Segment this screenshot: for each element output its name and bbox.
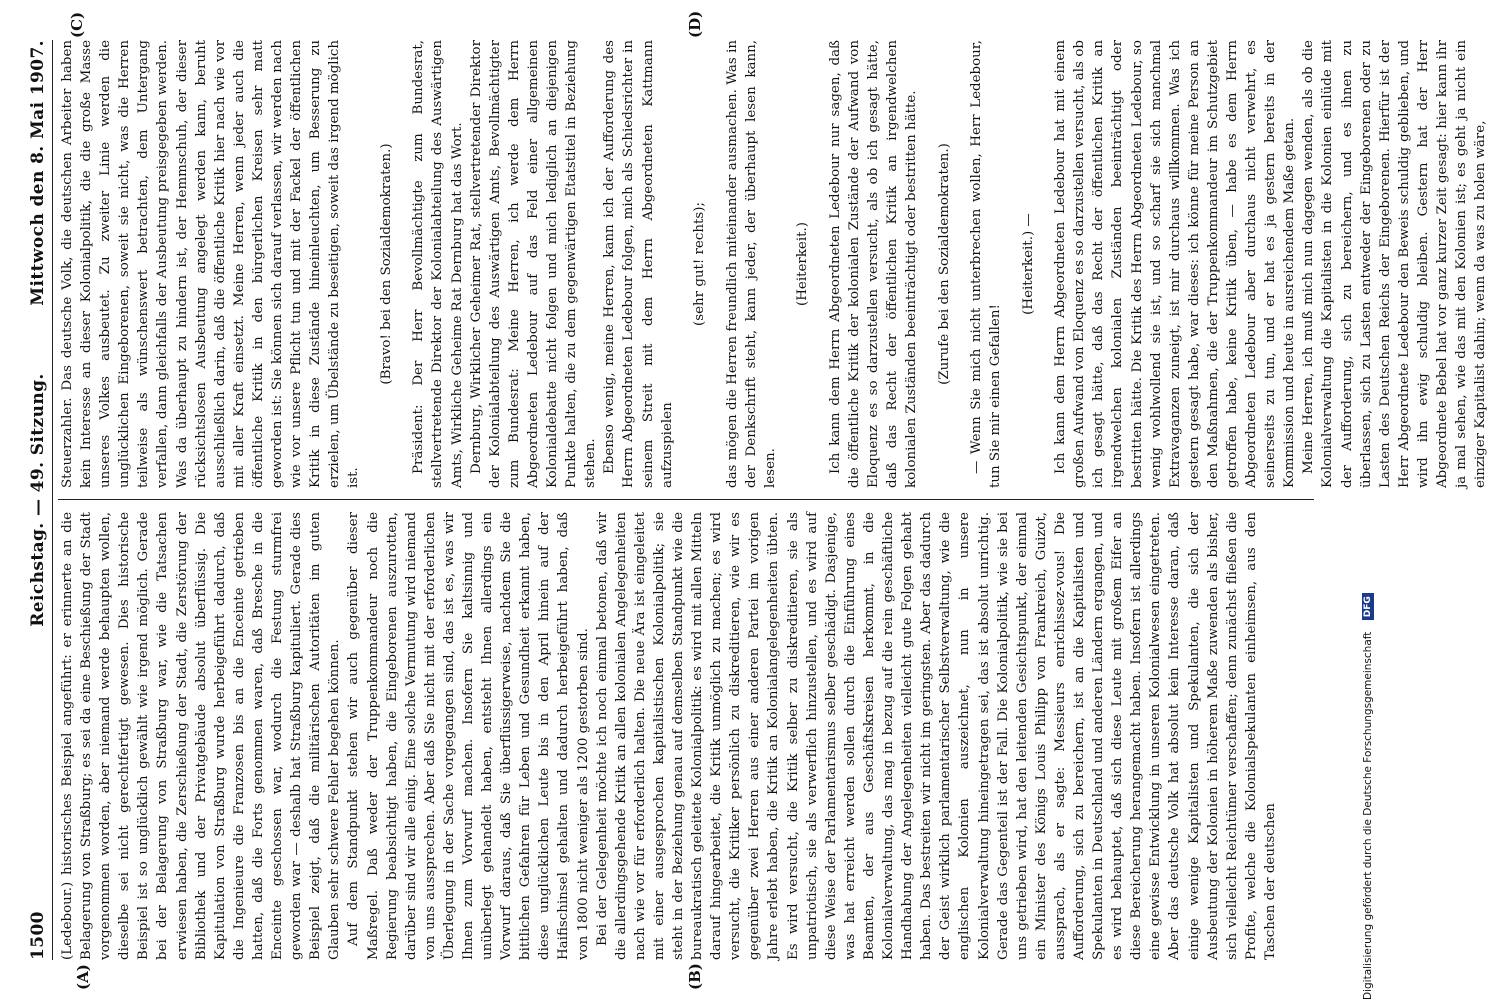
paragraph: Meine Herren, ich muß mich nun dagegen wenden, als ob die Kolonialverwaltung die Kapitalisten in die Kolonien einlüde mit der Aufforderung, sich zu bereichern, und es ihnen zu überlassen, sich zu Lasten entweder der Eingeborenen oder zu Lasten des Deutschen Reichs der Eingeborenen. Hierfür ist der Herr Abgeordnete Ledebour den Beweis schuldig geblieben, und wird ihn ewig schuldig bleiben. Gestern hat der Herr Abgeordnete Bebel hat vor ganz kurzer Zeit gesagt: hier kann ihr ja mal sehen, wie das mit den Kolonien ist; es geht ja nicht ein einziger Kapitalist dahin; wenn da was zu holen wäre, bbox=[1301, 40, 1489, 488]
header-title: Reichstag. — 49. Sitzung. bbox=[28, 373, 48, 627]
paragraph: — Wenn Sie mich nicht unterbrechen wollen, Herr Ledebour, tun Sie mir einen Gefallen! bbox=[969, 40, 1004, 488]
paragraph: Steuerzahler. Das deutsche Volk, die deutschen Arbeiter haben kein Interesse an dieser Kolonialpolitik, die die große Masse unseres Volkes ausbeutet. Zu zweiter Linie werden die unglücklichen Eingeborenen, soweit sie nicht, was die Herren teilweise als wünschenswert betrachten, dem Untergang verfallen, dann gleichfalls der Ausbeutung preisgegeben werden. Was da überhaupt zu hindern ist, der Hemmschuh, der dieser rücksichtslosen Ausbeutung angelegt werden kann, beruht ausschließlich darin, daß die öffentliche Kritik hier nach wie vor mit aller Kraft einsetzt. Meine Herren, wenn jeder auch die öffentliche Kritik in den bürgerlichen Kreisen sehr matt geworden ist: Sie können sich darauf verlassen, wir werden nach wie vor unsere Pflicht tun und mit der Fackel der öffentlichen Kritik in diese Zustände hineinleuchten, um Besserung zu erzielen, um Übelstände zu beseitigen, soweit das irgend möglich ist. bbox=[60, 40, 362, 488]
reaction: (Heiterkeit.) bbox=[795, 222, 811, 306]
paragraph: Auf dem Standpunkt stehen wir auch gegenüber dieser Maßregel. Daß weder der Truppenkommandeur noch die Regierung beabsichtigt haben, die Eingeborenen auszurotten, darüber sind wir alle einig. Eine solche Vermutung wird niemand von uns aussprechen. Aber daß Sie nicht mit der erforderlichen Überlegung in der Sache vorgegangen sind, das ist es, was wir Ihnen zum Vorwurf machen. Insofern Sie kaltsinnig und unüberlegt gehandelt haben, entsteht Ihnen allerdings ein Vorwurf daraus, daß Sie überflüssigerweise, nachdem Sie die bittlichen Gefahren für Leben und Gesundheit erkannt haben, diese unglücklichen Leute bis in den April hinein auf der Haifischinsel gehalten und dadurch herbeigeführt haben, daß von 1800 nicht weniger als 1200 gestorben sind. bbox=[346, 512, 591, 960]
paragraph: Dernburg, Wirklicher Geheimer Rat, stellvertretender Direktor der Kolonialabteilung des Auswärtigen Amts, Bevollmächtigter zum Bundesrat: Meine Herren, ich werde dem Herrn Abgeordneten Ledebour auf das Feld einer allgemeinen Kolonialdebatte nicht folgen und mich lediglich an diejenigen Punkte halten, die zu dem gegenwärtigen Etatstitel in Beziehung stehen. bbox=[468, 40, 599, 488]
paragraph: das mögen die Herren freundlich miteinander ausmachen. Was in der Denkschrift steht, kann jeder, der überhaupt lesen kann, lesen. bbox=[724, 40, 778, 488]
margin-mark-c: (C) bbox=[68, 11, 86, 38]
reaction: (sehr gut! rechts); bbox=[692, 202, 708, 326]
left-column bbox=[58, 512, 1314, 960]
digitization-credit bbox=[1362, 593, 1374, 1000]
header-date: Mittwoch den 8. Mai 1907. bbox=[28, 40, 48, 306]
paragraph: Ebenso wenig, meine Herren, kann ich der Aufforderung des Herrn Abgeordneten Ledebour folgen, mich als Schiedsrichter in seinem Streit mit dem Herrn Abgeordneten Kattmann aufzuspielen bbox=[602, 40, 675, 488]
margin-mark-d: (D) bbox=[686, 10, 704, 38]
dfg-logo-icon: DFG bbox=[1362, 593, 1374, 620]
reaction: (Heiterkeit.) — bbox=[1020, 213, 1036, 315]
margin-mark-b: (B) bbox=[686, 963, 704, 990]
paragraph: (Ledebour.) historisches Beispiel angeführt: er erinnerte an die Belagerung von Straßburg; es sei da eine Beschießung der Stadt vorgenommen worden, aber niemand werde behaupten wollen, dieselbe sei nicht gerechtfertigt gewesen. Dies historische Beispiel ist so unglücklich gewählt wie irgend möglich. Gerade bei der Belagerung von Straßburg war, wie die Tatsachen erwiesen haben, die Zerschießung der Stadt, die Zerstörung der Bibliothek und der Privatgebäude absolut überflüssig. Die Kapitulation von Straßburg wurde herbeigeführt dadurch, daß die Ingenieure die Franzosen bis an die Enceinte getrieben hatten, daß die Forts genommen waren, daß Bresche in die Enceinte geschossen war, wodurch die Festung sturmfrei geworden war — deshalb hat Straßburg kapituliert. Gerade dies Beispiel zeigt, daß die militärischen Autoritäten im guten Glauben sehr schwere Fehler begehen können. bbox=[60, 512, 343, 960]
reaction: (Zurufe bei den Sozialdemokraten.) bbox=[936, 143, 952, 385]
paragraph: Bei der Gelegenheit möchte ich noch einmal betonen, daß wir die allerdingsgehende Kritik an allen kolonialen Angelegenheiten nach wie vor für erforderlich halten. Die neue Ära ist eingeleitet mit einer ausgesprochen kapitalistischen Kolonialpolitik; sie steht in der Beziehung genau auf demselben Standpunkt wie die bureaukratisch geleitete Kolonialpolitik: es wird mit allen Mitteln darauf hingearbeitet, die Kritik unmöglich zu machen; es wird versucht, die Kritiker persönlich zu diskreditieren, wie wir es gegenüber zwei Herren aus einer anderen Partei im vorigen Jahre erlebt haben, die Kritik an Kolonialangelegenheiten übten. Es wird versucht, die Kritik selber zu diskreditieren, sie als unpatriotisch, sie als verwerflich hinzustellen, und es wird auf diese Weise der Parlamentarismus selber geschädigt. Dasjenige, was hat erreicht werden sollen durch die Einführung eines Beamten, der aus Geschäftskreisen herkommt, in die Kolonialverwaltung, das mag in bezug auf die rein geschäftliche Handhabung der Angelegenheiten vielleicht gute Folgen gehabt haben. Das bestreiten wir nicht im geringsten. Aber das dadurch der Geist wirklich parlamentarischer Selbstverwaltung, wie die englischen Kolonien auszeichnet, nun in unsere Kolonialverwaltung hineingetragen sei, das ist absolut unrichtig. Gerade das Gegenteil ist der Fall. Die Kolonialpolitik, wie sie bei uns getrieben wird, hat den leitenden Gesichtspunkt, der einmal ein Minister des Königs Louis Philipp von Frankreich, Guizot, aussprach, als er sagte: Messieurs enrichissez-vous! Die Aufforderung, sich zu bereichern, ist an die Kapitalisten und Spekulanten in Deutschland und anderen Ländern ergangen, und es wird behauptet, daß sich diese Leute mit großem Eifer an diese Bereicherung herangemacht haben. Insofern ist allerdings eine gewisse Entwicklung in unseren Kolonialwesen eingetreten. Aber das deutsche Volk hat absolut kein Interesse daran, daß einige wenige Kapitalisten und Spekulanten, die sich der Ausbeutung der Kolonien in höherem Maße zuwenden als bisher, sich vielleicht Reichtümer verschaffen; denn zunächst fließen die Profite, welche die Kolonialspekulanten einheimsen, aus den Taschen der deutschen bbox=[594, 512, 1278, 960]
running-header bbox=[28, 40, 52, 960]
credit-text: Digitalisierung gefördert durch die Deutsche Forschungsgemeinschaft bbox=[1362, 631, 1374, 1000]
column-divider bbox=[58, 499, 1314, 500]
paragraph: Ich kann dem Herrn Abgeordneten Ledebour hat mit einem großen Aufwand von Eloquenz es so darzustellen versucht, als ob ich gesagt hätte, daß das Recht der öffentlichen Kritik an irgendwelchen kolonialen Zuständen beeinträchtigt oder bestritten hätte. Die Kritik des Herrn Abgeordneten Ledebour, so wenig wohlwollend sie ist, und so scharf sie sich manchmal Extravaganzen zuneigt, ist mir durchaus willkommen. Was ich gestern gesagt habe, war dieses: ich könne für meine Person an den Maßnahmen, die der Truppenkommandeur im Schutzgebiet getroffen habe, keine Kritik üben, — habe es dem Herrn Abgeordneten Ledebour aber durchaus nicht verwehrt, es seinerseits zu tun, und er hat es ja gestern bereits in der Kommission und heute in ausreichendem Maße getan. bbox=[1053, 40, 1298, 488]
header-rule bbox=[52, 40, 53, 960]
right-column bbox=[58, 40, 1489, 488]
paragraph: Ich kann dem Herrn Abgeordneten Ledebour nur sagen, daß die öffentliche Kritik der kolonialen Zustände der Aufwand von Eloquenz es so darzustellen versucht, als ob ich gesagt hätte, daß das Recht der öffentlichen Kritik an irgendwelchen kolonialen Zuständen beeinträchtigt oder bestritten hätte. bbox=[827, 40, 920, 488]
paragraph: Präsident: Der Herr Bevollmächtigte zum Bundesrat, stellvertretende Direktor der Kolonialabteilung des Auswärtigen Amts, Wirkliche Geheime Rat Dernburg hat das Wort. bbox=[411, 40, 465, 488]
reaction: (Bravo! bei den Sozialdemokraten.) bbox=[378, 143, 394, 385]
page-number: 1500 bbox=[28, 911, 48, 960]
margin-mark-a: (A) bbox=[74, 964, 92, 990]
